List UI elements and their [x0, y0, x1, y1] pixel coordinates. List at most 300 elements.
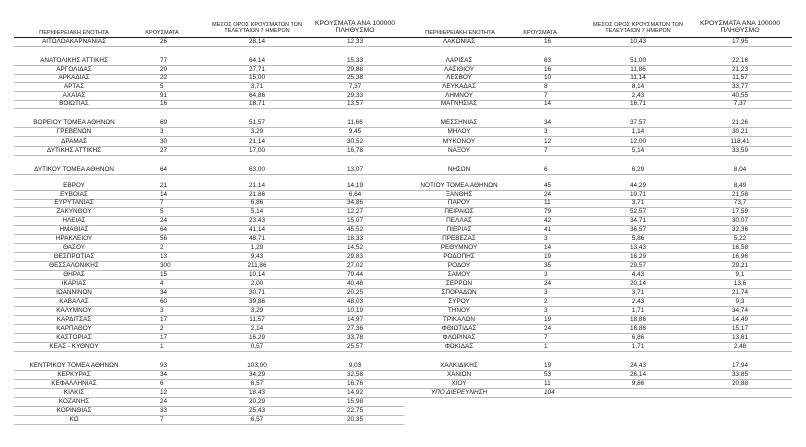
unit-name: ΥΠΟ ΔΙΕΡΕΥΝΗΣΗ: [430, 389, 488, 396]
header-per-left: ΚΡΟΥΣΜΑΤΑ ΑΝΑ 100000 ΠΛΗΘΥΣΜΟ: [314, 20, 396, 35]
row-divider: [404, 136, 792, 137]
avg-7day-value: 9,43: [250, 253, 264, 260]
avg-7day-value: 44,29: [630, 182, 646, 189]
avg-7day-value: 26,14: [630, 371, 646, 378]
unit-name: ΛΕΥΚΑΔΑΣ: [442, 83, 476, 90]
cases-value: 3: [544, 128, 548, 135]
unit-name: ΙΩΑΝΝΙΝΩΝ: [56, 289, 92, 296]
per-100k-value: 9,3: [735, 298, 745, 305]
unit-name: ΧΑΛΚΙΔΙΚΗΣ: [440, 362, 478, 369]
per-100k-value: 13,57: [347, 100, 363, 107]
cases-value: 4: [160, 280, 164, 287]
per-100k-value: 14,19: [347, 182, 363, 189]
avg-7day-value: 20,29: [249, 398, 265, 405]
cases-value: 5: [160, 83, 164, 90]
per-100k-value: 9,03: [348, 362, 362, 369]
cases-value: 21: [160, 182, 168, 189]
unit-name: ΕΒΡΟΥ: [63, 182, 85, 189]
per-100k-value: 22,16: [732, 57, 748, 64]
per-100k-value: 33,59: [732, 147, 748, 154]
avg-7day-value: 36,57: [630, 226, 646, 233]
unit-name: ΚΑΡΠΑΘΟΥ: [56, 325, 92, 332]
cases-value: 10: [544, 74, 552, 81]
per-100k-value: 16,78: [347, 147, 363, 154]
unit-name: ΚΕΡΚΥΡΑΣ: [57, 371, 91, 378]
cases-value: 17: [160, 316, 168, 323]
per-100k-value: 15,33: [347, 57, 363, 64]
avg-7day-value: 3,71: [631, 289, 645, 296]
avg-7day-value: 1,14: [631, 128, 645, 135]
cases-value: 2: [160, 244, 164, 251]
cases-value: 5: [160, 208, 164, 215]
cases-value: 34: [160, 289, 168, 296]
per-100k-value: 21,23: [732, 66, 748, 73]
per-100k-value: 15,98: [347, 398, 363, 405]
avg-7day-value: 34,71: [630, 217, 646, 224]
avg-7day-value: 48,71: [249, 235, 265, 242]
per-100k-value: 5,22: [733, 235, 747, 242]
avg-7day-value: 6,86: [250, 199, 264, 206]
unit-name: ΑΙΤΩΛΟΑΚΑΡΝΑΝΙΑΣ: [41, 38, 107, 45]
per-100k-value: 29,33: [347, 92, 363, 99]
cases-value: 2: [160, 325, 164, 332]
per-100k-value: 33,78: [347, 334, 363, 341]
avg-7day-value: 5,86: [631, 235, 645, 242]
per-100k-value: 9,1: [735, 271, 745, 278]
unit-name: ΣΕΡΡΩΝ: [445, 280, 473, 287]
header-avg-right: ΜΕΣΟΣ ΟΡΟΣ ΚΡΟΥΣΜΑΤΩΝ ΤΩΝ ΤΕΛΕΥΤΑΙΩΝ 7 ΗΜΕΡΩΝ: [593, 22, 683, 35]
per-100k-value: 29,83: [347, 253, 363, 260]
avg-7day-value: 18,86: [630, 316, 646, 323]
cases-value: 16: [160, 100, 168, 107]
cases-value: 3: [544, 307, 548, 314]
unit-name: ΗΛΕΙΑΣ: [62, 217, 86, 224]
per-100k-value: 118,41: [730, 138, 750, 145]
unit-name: ΔΥΤΙΚΟΥ ΤΟΜΕΑ ΑΘΗΝΩΝ: [34, 166, 114, 173]
cases-value: 24: [544, 280, 552, 287]
avg-7day-value: 3,71: [250, 83, 264, 90]
per-100k-value: 30,07: [732, 217, 748, 224]
cases-value: 34: [544, 119, 552, 126]
unit-name: ΔΡΑΜΑΣ: [61, 138, 87, 145]
avg-7day-value: 23,43: [249, 217, 265, 224]
unit-name: ΘΕΣΠΡΩΤΙΑΣ: [53, 253, 95, 260]
per-100k-value: 20,35: [347, 416, 363, 423]
avg-7day-value: 41,14: [249, 226, 265, 233]
unit-name: ΡΟΔΟΠΗΣ: [443, 253, 475, 260]
unit-name: ΠΙΕΡΙΑΣ: [446, 226, 472, 233]
avg-7day-value: 9,86: [631, 380, 645, 387]
cases-value: 3: [544, 289, 548, 296]
per-100k-value: 27,02: [347, 262, 363, 269]
per-100k-value: 15,17: [732, 325, 748, 332]
per-100k-value: 17,95: [732, 38, 748, 45]
unit-name: ΛΑΡΙΣΑΣ: [445, 57, 473, 64]
per-100k-value: 40,48: [347, 280, 363, 287]
per-100k-value: 33,77: [732, 83, 748, 90]
header-unit-right: ΠΕΡΙΦΕΡΕΙΑΚΗ ΕΝΟΤΗΤΑ: [425, 30, 495, 36]
unit-name: ΦΛΩΡΙΝΑΣ: [442, 334, 476, 341]
avg-7day-value: 27,71: [249, 66, 265, 73]
cases-value: 64: [160, 226, 168, 233]
per-100k-value: 16,76: [347, 380, 363, 387]
cases-value: 34: [160, 371, 168, 378]
avg-7day-value: 21,14: [249, 138, 265, 145]
cases-value: 45: [544, 182, 552, 189]
per-100k-value: 11,66: [347, 119, 363, 126]
cases-value: 2: [544, 298, 548, 305]
avg-7day-value: 64,14: [249, 57, 265, 64]
cases-value: 1: [160, 343, 164, 350]
per-100k-value: 33,85: [732, 371, 748, 378]
cases-value: 8: [544, 83, 548, 90]
unit-name: ΞΑΝΘΗΣ: [445, 191, 473, 198]
per-100k-value: 32,36: [732, 226, 748, 233]
cases-value: 6: [544, 166, 548, 173]
per-100k-value: 8,04: [733, 166, 747, 173]
per-100k-value: 14,49: [732, 316, 748, 323]
cases-value: 104: [544, 389, 555, 396]
unit-name: ΓΡΕΒΕΝΩΝ: [56, 128, 92, 135]
avg-7day-value: 17,00: [249, 147, 265, 154]
avg-7day-value: 25,43: [249, 407, 265, 414]
unit-name: ΘΗΡΑΣ: [63, 271, 85, 278]
avg-7day-value: 4,43: [631, 271, 645, 278]
avg-7day-value: 20,14: [630, 280, 646, 287]
unit-name: ΧΑΝΙΩΝ: [446, 371, 472, 378]
avg-7day-value: 1,71: [631, 343, 645, 350]
unit-name: ΑΧΑΪΑΣ: [62, 92, 86, 99]
unit-name: ΝΑΞΟΥ: [447, 147, 471, 154]
avg-7day-value: 5,14: [631, 147, 645, 154]
row-divider: [14, 155, 404, 156]
unit-name: ΗΡΑΚΛΕΙΟΥ: [55, 235, 93, 242]
avg-7day-value: 52,57: [630, 208, 646, 215]
avg-7day-value: 2,14: [250, 325, 264, 332]
per-100k-value: 29,21: [732, 262, 748, 269]
row-divider: [404, 155, 792, 156]
cases-value: 7: [544, 147, 548, 154]
avg-7day-value: 10,14: [249, 271, 265, 278]
avg-7day-value: 13,43: [630, 244, 646, 251]
unit-name: ΑΡΚΑΔΙΑΣ: [58, 74, 90, 81]
row-divider: [14, 174, 404, 175]
cases-value: 7: [160, 416, 164, 423]
unit-name: ΜΑΓΝΗΣΙΑΣ: [440, 100, 478, 107]
unit-name: ΜΕΣΣΗΝΙΑΣ: [440, 119, 478, 126]
per-100k-value: 48,03: [347, 298, 363, 305]
cases-value: 91: [160, 92, 168, 99]
per-100k-value: 30,21: [732, 128, 748, 135]
cases-value: 69: [160, 119, 168, 126]
cases-value: 26: [160, 38, 168, 45]
avg-7day-value: 30,71: [249, 289, 265, 296]
unit-name: ΒΟΙΩΤΙΑΣ: [59, 100, 89, 107]
unit-name: ΦΘΙΩΤΙΔΑΣ: [441, 325, 477, 332]
cases-value: 15: [160, 271, 168, 278]
header-avg-left: ΜΕΣΟΣ ΟΡΟΣ ΚΡΟΥΣΜΑΤΩΝ ΤΩΝ ΤΕΛΕΥΤΑΙΩΝ 7 ΗΜΕΡΩΝ: [212, 22, 302, 35]
avg-7day-value: 2,00: [250, 280, 264, 287]
avg-7day-value: 63,00: [249, 166, 265, 173]
cases-value: 3: [544, 271, 548, 278]
cases-value: 16: [544, 66, 552, 73]
per-100k-value: 14,52: [347, 244, 363, 251]
per-100k-value: 17,94: [732, 362, 748, 369]
cases-value: 35: [544, 262, 552, 269]
cases-value: 77: [160, 57, 168, 64]
row-divider: [404, 108, 792, 109]
per-100k-value: 8,49: [733, 182, 747, 189]
cases-value: 14: [160, 191, 168, 198]
cases-value: 6: [160, 380, 164, 387]
avg-7day-value: 6,29: [631, 166, 645, 173]
per-100k-value: 13,6: [733, 280, 747, 287]
unit-name: ΝΟΤΙΟΥ ΤΟΜΕΑ ΑΘΗΝΩΝ: [420, 182, 498, 189]
per-100k-value: 14,92: [347, 389, 363, 396]
per-100k-value: 7,37: [733, 100, 747, 107]
cases-value: 30: [160, 138, 168, 145]
avg-7day-value: 16,71: [630, 100, 646, 107]
cases-value: 24: [160, 398, 168, 405]
unit-name: ΚΑΣΤΟΡΙΑΣ: [56, 334, 92, 341]
unit-name: ΘΑΣΟΥ: [62, 244, 86, 251]
unit-name: ΙΚΑΡΙΑΣ: [61, 280, 87, 287]
avg-7day-value: 15,00: [249, 74, 265, 81]
cases-value: 24: [544, 191, 552, 198]
per-100k-value: 13,61: [732, 334, 748, 341]
unit-name: ΕΥΒΟΙΑΣ: [60, 191, 88, 198]
header-unit-left: ΠΕΡΙΦΕΡΕΙΑΚΗ ΕΝΟΤΗΤΑ: [39, 30, 109, 36]
unit-name: ΚΩ: [69, 416, 79, 423]
per-100k-value: 10,19: [347, 307, 363, 314]
cases-value: 19: [544, 316, 552, 323]
unit-name: ΜΥΚΟΝΟΥ: [442, 138, 476, 145]
cases-value: 11: [544, 199, 551, 206]
avg-7day-value: 0,57: [250, 343, 264, 350]
avg-7day-value: 11,86: [630, 66, 646, 73]
avg-7day-value: 16,29: [249, 334, 265, 341]
cases-value: 19: [544, 362, 552, 369]
cases-value: 63: [544, 57, 552, 64]
per-100k-value: 14,97: [347, 316, 363, 323]
avg-7day-value: 37,57: [630, 119, 646, 126]
avg-7day-value: 18,43: [249, 389, 265, 396]
per-100k-value: 29,88: [347, 66, 363, 73]
unit-name: ΧΙΟΥ: [451, 380, 467, 387]
cases-value: 3: [544, 235, 548, 242]
avg-7day-value: 34,29: [249, 371, 265, 378]
cases-value: 14: [544, 100, 552, 107]
avg-7day-value: 3,71: [631, 199, 645, 206]
per-100k-value: 34,86: [347, 199, 363, 206]
cases-value: 42: [544, 217, 552, 224]
cases-value: 12: [544, 138, 552, 145]
unit-name: ΣΠΟΡΑΔΩΝ: [441, 289, 477, 296]
row-divider: [14, 351, 404, 352]
avg-7day-value: 6,57: [250, 416, 264, 423]
unit-name: ΑΝΑΤΟΛΙΚΗΣ ΑΤΤΙΚΗΣ: [40, 57, 108, 64]
per-100k-value: 2,48: [733, 343, 747, 350]
row-divider: [404, 397, 792, 398]
cases-value: 60: [160, 298, 168, 305]
avg-7day-value: 16,29: [630, 253, 646, 260]
unit-name: ΛΑΣΙΘΙΟΥ: [443, 66, 475, 73]
header-per-right: ΚΡΟΥΣΜΑΤΑ ΑΝΑ 100000 ΠΛΗΘΥΣΜΟ: [699, 20, 781, 35]
row-divider: [404, 46, 792, 47]
avg-7day-value: 211,86: [247, 262, 267, 269]
cases-value: 16: [544, 38, 552, 45]
unit-name: ΕΥΡΥΤΑΝΙΑΣ: [54, 199, 94, 206]
unit-name: ΚΟΡΙΝΘΙΑΣ: [56, 407, 92, 414]
avg-7day-value: 24,43: [630, 362, 646, 369]
unit-name: ΡΟΔΟΥ: [447, 262, 471, 269]
cases-value: 29: [160, 66, 168, 73]
unit-name: ΚΕΝΤΡΙΚΟΥ ΤΟΜΕΑ ΑΘΗΝΩΝ: [29, 362, 119, 369]
per-100k-value: 22,75: [347, 407, 363, 414]
unit-name: ΗΜΑΘΙΑΣ: [59, 226, 89, 233]
per-100k-value: 12,27: [347, 208, 363, 215]
per-100k-value: 20,88: [732, 380, 748, 387]
per-100k-value: 13,07: [347, 166, 363, 173]
unit-name: ΔΥΤΙΚΗΣ ΑΤΤΙΚΗΣ: [46, 147, 102, 154]
per-100k-value: 16,58: [732, 244, 748, 251]
unit-name: ΘΕΣΣΑΛΟΝΙΚΗΣ: [49, 262, 99, 269]
unit-name: ΣΥΡΟΥ: [448, 298, 470, 305]
cases-value: 7: [544, 334, 548, 341]
per-100k-value: 73,7: [733, 199, 747, 206]
avg-7day-value: 8,14: [631, 83, 645, 90]
cases-value: 11: [544, 380, 551, 387]
unit-name: ΚΑΡΔΙΤΣΑΣ: [56, 316, 92, 323]
cases-value: 7: [544, 92, 548, 99]
avg-7day-value: 28,14: [249, 38, 265, 45]
cases-value: 79: [544, 208, 552, 215]
unit-name: ΚΙΛΚΙΣ: [63, 389, 85, 396]
per-100k-value: 45,52: [347, 226, 363, 233]
cases-value: 300: [160, 262, 171, 269]
per-100k-value: 34,74: [732, 307, 748, 314]
unit-name: ΛΕΣΒΟΥ: [446, 74, 472, 81]
per-100k-value: 21,58: [732, 191, 748, 198]
unit-name: ΚΕΑΣ - ΚΥΘΝΟΥ: [49, 343, 99, 350]
unit-name: ΜΗΛΟΥ: [447, 128, 471, 135]
avg-7day-value: 19,71: [630, 191, 646, 198]
avg-7day-value: 29,57: [630, 262, 646, 269]
row-divider: [14, 424, 404, 425]
per-100k-value: 18,33: [347, 235, 363, 242]
cases-value: 24: [160, 217, 168, 224]
cases-value: 56: [160, 235, 168, 242]
avg-7day-value: 11,57: [249, 316, 265, 323]
per-100k-value: 25,57: [347, 343, 363, 350]
unit-name: ΣΑΜΟΥ: [447, 271, 471, 278]
per-100k-value: 25,38: [347, 74, 363, 81]
avg-7day-value: 11,14: [630, 74, 646, 81]
avg-7day-value: 21,14: [249, 182, 265, 189]
unit-name: ΤΗΝΟΥ: [447, 307, 471, 314]
avg-7day-value: 3,29: [250, 128, 264, 135]
unit-name: ΒΟΡΕΙΟΥ ΤΟΜΕΑ ΑΘΗΝΩΝ: [33, 119, 115, 126]
unit-name: ΚΑΒΑΛΑΣ: [59, 298, 89, 305]
cases-value: 17: [160, 334, 168, 341]
unit-name: ΠΑΡΟΥ: [447, 199, 471, 206]
per-100k-value: 79,44: [347, 271, 363, 278]
per-100k-value: 9,45: [348, 128, 362, 135]
cases-value: 93: [160, 362, 168, 369]
cases-value: 24: [544, 325, 552, 332]
avg-7day-value: 12,00: [630, 138, 646, 145]
avg-7day-value: 16,86: [630, 325, 646, 332]
cases-value: 1: [544, 343, 548, 350]
per-100k-value: 20,25: [347, 289, 363, 296]
unit-name: ΛΗΜΝΟΥ: [445, 92, 473, 99]
header-cases-right: ΚΡΟΥΣΜΑΤΑ: [523, 30, 557, 36]
unit-name: ΝΗΣΩΝ: [447, 166, 471, 173]
row-divider: [14, 108, 404, 109]
per-100k-value: 40,55: [732, 92, 748, 99]
per-100k-value: 32,58: [347, 371, 363, 378]
cases-value: 53: [544, 371, 552, 378]
per-100k-value: 12,33: [347, 38, 363, 45]
unit-name: ΦΩΚΙΔΑΣ: [444, 343, 474, 350]
cases-value: 19: [544, 253, 552, 260]
row-divider: [14, 46, 404, 47]
per-100k-value: 21,26: [732, 119, 748, 126]
header-cases-left: ΚΡΟΥΣΜΑΤΑ: [145, 30, 179, 36]
per-100k-value: 30,52: [347, 138, 363, 145]
cases-value: 14: [544, 244, 552, 251]
avg-7day-value: 6,57: [250, 380, 264, 387]
unit-name: ΚΟΖΑΝΗΣ: [58, 398, 90, 405]
per-100k-value: 21,74: [732, 289, 748, 296]
row-divider: [404, 351, 792, 352]
per-100k-value: 15,07: [347, 217, 363, 224]
unit-name: ΖΑΚΥΝΘΟΥ: [56, 208, 92, 215]
avg-7day-value: 103,00: [247, 362, 267, 369]
avg-7day-value: 18,71: [249, 100, 265, 107]
avg-7day-value: 2,43: [631, 298, 645, 305]
avg-7day-value: 51,00: [630, 57, 646, 64]
cases-value: 64: [160, 166, 168, 173]
cases-value: 3: [160, 128, 164, 135]
unit-name: ΛΑΚΩΝΙΑΣ: [442, 38, 476, 45]
avg-7day-value: 6,86: [631, 334, 645, 341]
avg-7day-value: 64,86: [249, 92, 265, 99]
unit-name: ΠΡΕΒΕΖΑΣ: [442, 235, 476, 242]
cases-value: 41: [544, 226, 552, 233]
unit-name: ΑΡΤΑΣ: [63, 83, 85, 90]
row-divider: [404, 174, 792, 175]
unit-name: ΑΡΓΟΛΙΔΑΣ: [56, 66, 92, 73]
unit-name: ΡΕΘΥΜΝΟΥ: [440, 244, 478, 251]
avg-7day-value: 3,29: [250, 307, 264, 314]
avg-7day-value: 1,71: [631, 307, 645, 314]
avg-7day-value: 39,86: [249, 298, 265, 305]
avg-7day-value: 2,43: [631, 92, 645, 99]
per-100k-value: 7,37: [348, 83, 362, 90]
unit-name: ΤΡΙΚΑΛΩΝ: [442, 316, 476, 323]
unit-name: ΠΕΙΡΑΙΩΣ: [444, 208, 474, 215]
unit-name: ΚΕΦΑΛΛΗΝΙΑΣ: [51, 380, 97, 387]
avg-7day-value: 10,43: [630, 38, 646, 45]
cases-value: 3: [160, 307, 164, 314]
unit-name: ΚΑΛΥΜΝΟΥ: [56, 307, 92, 314]
cases-value: 33: [160, 407, 168, 414]
per-100k-value: 16,96: [732, 253, 748, 260]
avg-7day-value: 51,57: [249, 119, 265, 126]
avg-7day-value: 21,86: [249, 191, 265, 198]
per-100k-value: 17,59: [732, 208, 748, 215]
